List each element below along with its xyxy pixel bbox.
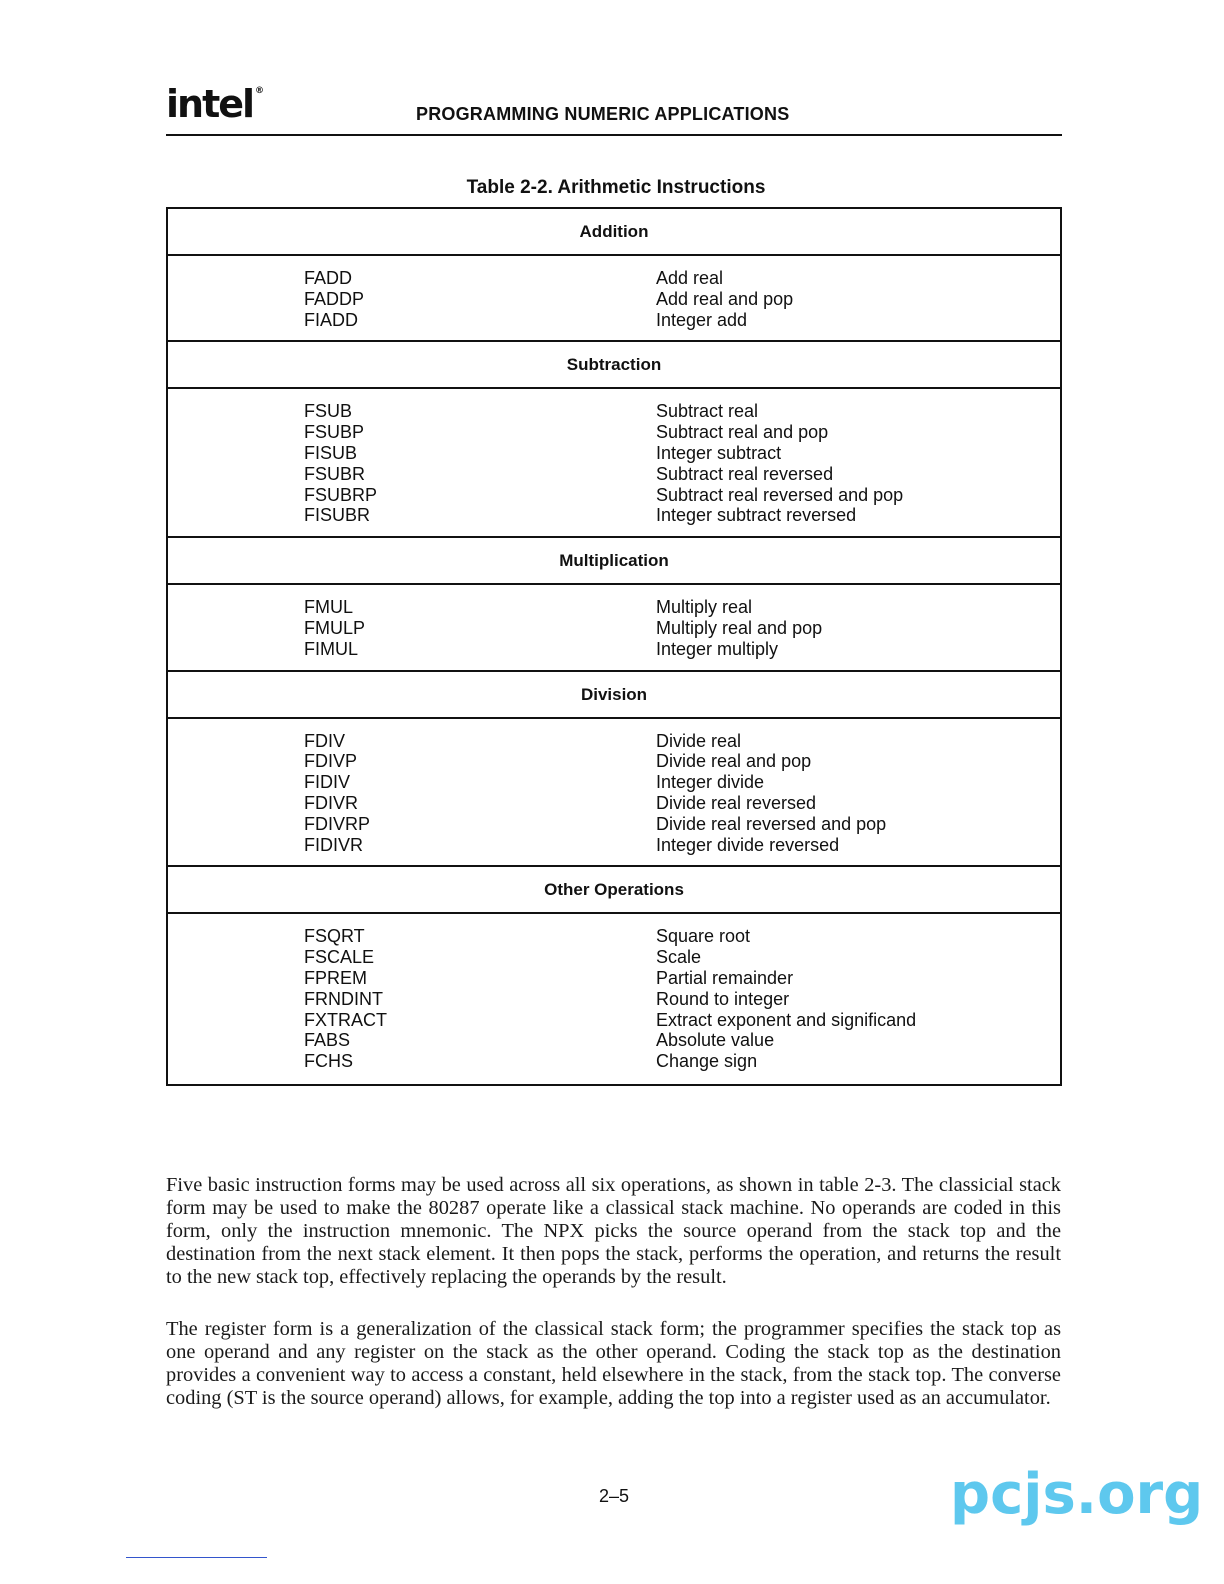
- table-row: [168, 751, 1060, 772]
- section-body: [168, 389, 1060, 538]
- instruction-description: Partial remainder: [656, 967, 794, 988]
- section-heading: Subtraction: [168, 342, 1060, 389]
- instruction-mnemonic: FADD: [304, 268, 353, 288]
- instruction-description: Integer add: [656, 309, 748, 330]
- table-row: [168, 814, 1060, 835]
- intel-logo-text: intel: [166, 82, 254, 126]
- instruction-mnemonic: FADDP: [304, 288, 365, 309]
- table-row: [168, 639, 1060, 660]
- instruction-description: Multiply real and pop: [656, 617, 823, 638]
- table-row: [168, 505, 1060, 526]
- section-heading: Division: [168, 672, 1060, 719]
- instruction-description: Integer divide: [656, 772, 765, 793]
- instruction-mnemonic: FRNDINT: [304, 988, 383, 1009]
- table-row: [168, 485, 1060, 506]
- section-body: [168, 914, 1060, 1084]
- instruction-mnemonic: FDIVR: [304, 792, 358, 813]
- instruction-mnemonic: FMULP: [304, 617, 366, 638]
- instruction-mnemonic: FSUBP: [304, 422, 365, 443]
- instruction-description: Divide real: [656, 730, 742, 751]
- table-row: [168, 310, 1060, 331]
- instruction-description: Square root: [656, 926, 751, 947]
- instruction-mnemonic: FPREM: [304, 967, 367, 988]
- registered-mark: ®: [255, 86, 263, 96]
- section-body: [168, 719, 1060, 868]
- instruction-mnemonic: FSCALE: [304, 947, 375, 968]
- table-row: [168, 947, 1060, 968]
- table-row: [168, 289, 1060, 310]
- bottom-link-underline: [126, 1557, 267, 1558]
- instruction-description: Round to integer: [656, 988, 790, 1009]
- table-row: [168, 443, 1060, 464]
- table-row: [168, 731, 1060, 752]
- instruction-description: Extract exponent and significand: [656, 1009, 917, 1030]
- pcjs-watermark[interactable]: pcjs.org: [950, 1462, 1204, 1527]
- instruction-description: Subtract real reversed: [656, 463, 834, 484]
- table-row: [168, 1030, 1060, 1051]
- instruction-description: Integer subtract: [656, 442, 782, 463]
- instruction-description: Divide real reversed: [656, 792, 817, 813]
- page-number: 2–5: [598, 1486, 630, 1506]
- instruction-description: Integer divide reversed: [656, 834, 840, 855]
- table-row: [168, 926, 1060, 947]
- instruction-mnemonic: FISUB: [304, 442, 358, 463]
- instruction-description: Multiply real: [656, 597, 753, 618]
- table-row: [168, 422, 1060, 443]
- table-row: [168, 968, 1060, 989]
- instruction-mnemonic: FSUBRP: [304, 484, 378, 505]
- instruction-mnemonic: FDIV: [304, 730, 346, 751]
- table-row: [168, 618, 1060, 639]
- table-row: [168, 464, 1060, 485]
- table-row: [168, 835, 1060, 856]
- instruction-mnemonic: FISUBR: [304, 505, 371, 526]
- page-header-title: PROGRAMMING NUMERIC APPLICATIONS: [416, 104, 790, 124]
- table-row: [168, 772, 1060, 793]
- instruction-mnemonic: FDIVRP: [304, 813, 371, 834]
- instruction-mnemonic: FSUBR: [304, 463, 366, 484]
- instruction-mnemonic: FDIVP: [304, 751, 358, 772]
- section-heading: Addition: [168, 209, 1060, 256]
- instruction-mnemonic: FSUB: [304, 401, 353, 422]
- table-row: [168, 597, 1060, 618]
- header-rule: [166, 134, 1062, 136]
- instruction-description: Scale: [656, 947, 702, 968]
- instruction-mnemonic: FIDIV: [304, 772, 351, 793]
- table-caption: Table 2-2. Arithmetic Instructions: [466, 177, 766, 198]
- instruction-mnemonic: FXTRACT: [304, 1009, 387, 1030]
- instruction-mnemonic: FCHS: [304, 1051, 353, 1072]
- section-heading: Other Operations: [168, 867, 1060, 914]
- table-row: [168, 989, 1060, 1010]
- instruction-description: Absolute value: [656, 1030, 775, 1051]
- instruction-mnemonic: FIADD: [304, 309, 358, 330]
- section-heading: Multiplication: [168, 538, 1060, 585]
- instruction-description: Divide real reversed and pop: [656, 813, 887, 834]
- instruction-mnemonic: FIMUL: [304, 638, 358, 659]
- section-body: [168, 256, 1060, 342]
- instruction-mnemonic: FSQRT: [304, 926, 365, 947]
- instruction-mnemonic: FMUL: [304, 597, 353, 618]
- arithmetic-instructions-table: [166, 207, 1062, 1086]
- instruction-description: Change sign: [656, 1051, 758, 1072]
- table-row: [168, 268, 1060, 289]
- table-row: [168, 401, 1060, 422]
- instruction-mnemonic: FABS: [304, 1030, 351, 1051]
- instruction-description: Divide real and pop: [656, 751, 812, 772]
- intel-logo: [166, 82, 263, 126]
- body-paragraph-2: The register form is a generalization of the classical stack form; the programmer specifies the stack top as one operand and any register on the stack as the other operand. Coding the stack top as the destination provides a convenient way to access a constant, held elsewhere in the stack, from the stack top. The converse coding (ST is the source operand) allows, for example, adding the top into a register used as an accumulator.: [166, 1318, 1061, 1409]
- table-row: [168, 1051, 1060, 1072]
- instruction-description: Subtract real and pop: [656, 422, 829, 443]
- instruction-description: Integer multiply: [656, 638, 779, 659]
- body-paragraph-1: Five basic instruction forms may be used across all six operations, as shown in table 2-3. The classicial stack form may be used to make the 80287 operate like a classical stack machine. No operands are coded in this form, only the instruction mnemonic. The NPX picks the source operand from the stack top and the destination from the next stack element. It then pops the stack, performs the operation, and returns the result to the new stack top, effectively replacing the operands by the result.: [166, 1174, 1061, 1288]
- table-row: [168, 793, 1060, 814]
- instruction-description: Subtract real reversed and pop: [656, 484, 904, 505]
- instruction-description: Subtract real: [656, 401, 759, 422]
- instruction-mnemonic: FIDIVR: [304, 834, 364, 855]
- section-body: [168, 585, 1060, 671]
- instruction-description: Add real and pop: [656, 288, 794, 309]
- table-row: [168, 1010, 1060, 1031]
- instruction-description: Integer subtract reversed: [656, 505, 857, 526]
- instruction-description: Add real: [656, 268, 724, 288]
